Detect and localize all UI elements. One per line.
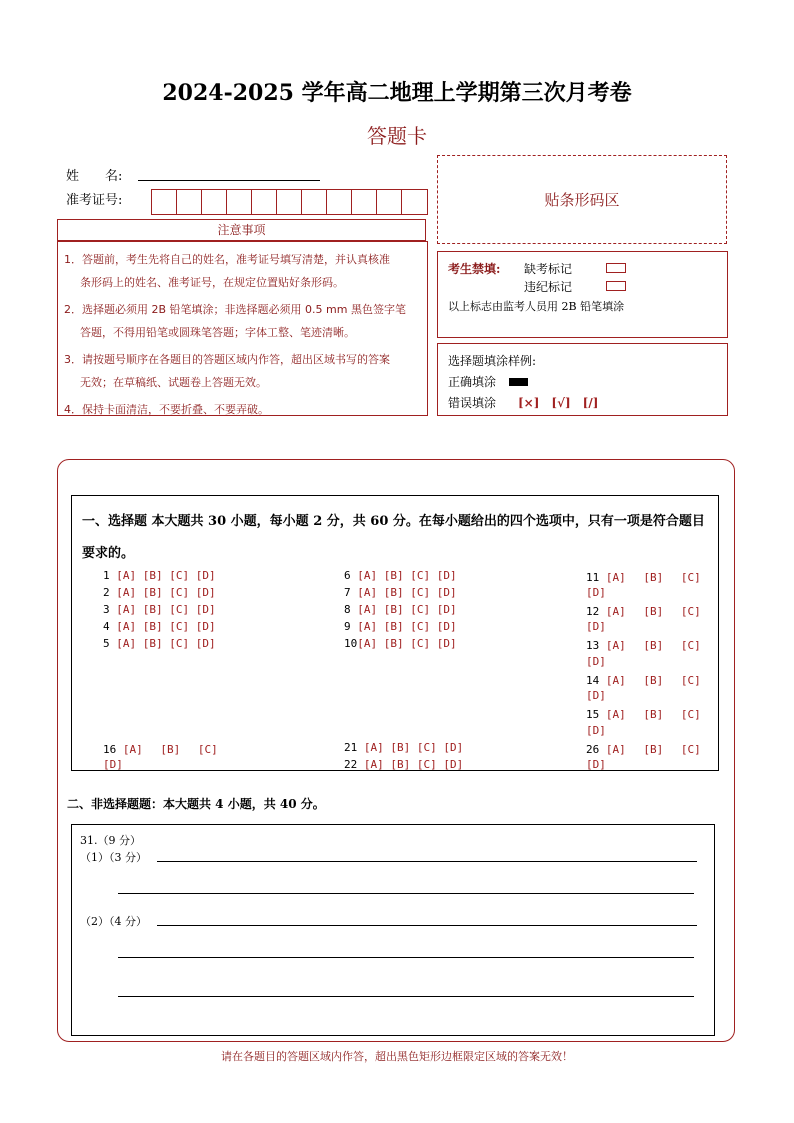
mc-option-d[interactable]: [D] <box>586 620 606 633</box>
barcode-area <box>437 155 727 244</box>
mc-question[interactable]: 3 [A] [B] [C] [D] <box>103 603 216 616</box>
name-field[interactable] <box>138 180 320 181</box>
mc-question[interactable]: 21 [A] [B] [C] [D] <box>344 741 464 754</box>
exam-title: 2024-2025 学年高二地理上学期第三次月考卷 <box>162 80 632 106</box>
question-31-box <box>71 824 715 1036</box>
mc-question[interactable]: 11 [A] [B] [C] <box>586 571 701 584</box>
mc-question[interactable]: 22 [A] [B] [C] [D] <box>344 758 464 771</box>
mc-question[interactable]: 10[A] [B] [C] [D] <box>344 637 457 650</box>
q31-part2-label: （2）（4 分） <box>80 915 147 928</box>
correct-fill-sample <box>509 378 528 386</box>
id-digit-box[interactable] <box>352 190 377 214</box>
mc-question[interactable]: 4 [A] [B] [C] [D] <box>103 620 216 633</box>
mc-question[interactable]: 6 [A] [B] [C] [D] <box>344 569 457 582</box>
id-digit-box[interactable] <box>177 190 202 214</box>
mc-question[interactable]: 7 [A] [B] [C] [D] <box>344 586 457 599</box>
id-digit-box[interactable] <box>252 190 277 214</box>
mc-question[interactable]: 15 [A] [B] [C] <box>586 708 701 721</box>
forbidden-label: 考生禁填: <box>448 262 501 276</box>
id-digit-box[interactable] <box>152 190 177 214</box>
forbidden-note: 以上标志由监考人员用 2B 铅笔填涂 <box>448 300 625 313</box>
id-digit-box[interactable] <box>402 190 427 214</box>
mc-option-d[interactable]: [D] <box>103 758 123 771</box>
q31-part1-label: （1）（3 分） <box>80 851 147 864</box>
forbidden-box <box>437 251 728 338</box>
mc-question[interactable]: 16 [A] [B] [C] <box>103 743 218 756</box>
sample-box <box>437 343 728 416</box>
mc-option-d[interactable]: [D] <box>586 586 606 599</box>
violation-label: 违纪标记 <box>524 280 573 294</box>
mc-question[interactable]: 26 [A] [B] [C] <box>586 743 701 756</box>
id-digit-box[interactable] <box>227 190 252 214</box>
id-label: 准考证号: <box>66 193 123 208</box>
id-number-boxes[interactable] <box>151 189 428 215</box>
answer-line[interactable] <box>157 925 697 926</box>
barcode-label: 贴条形码区 <box>544 191 620 209</box>
mc-question[interactable]: 8 [A] [B] [C] [D] <box>344 603 457 616</box>
notice-item: 3．请按题号顺序在各题目的答题区域内作答，超出区域书写的答案 无效；在草稿纸、试题卷上答题无效。 <box>64 353 390 389</box>
mc-question[interactable]: 9 [A] [B] [C] [D] <box>344 620 457 633</box>
mc-question[interactable]: 12 [A] [B] [C] <box>586 605 701 618</box>
mc-question[interactable]: 14 [A] [B] [C] <box>586 674 701 687</box>
answer-line[interactable] <box>118 893 694 894</box>
mc-question[interactable]: 13 [A] [B] [C] <box>586 639 701 652</box>
mc-option-d[interactable]: [D] <box>586 689 606 702</box>
notice-item: 1．答题前，考生先将自己的姓名，准考证号填写清楚，并认真核准 条形码上的姓名、准考证号，在规定位置贴好条形码。 <box>64 253 390 289</box>
wrong-label: 错误填涂 <box>448 396 497 410</box>
mc-option-d[interactable]: [D] <box>586 655 606 668</box>
mc-question[interactable]: 1 [A] [B] [C] [D] <box>103 569 216 582</box>
mc-option-d[interactable]: [D] <box>586 724 606 737</box>
answer-sheet-subtitle: 答题卡 <box>367 124 427 148</box>
id-digit-box[interactable] <box>277 190 302 214</box>
notice-box <box>57 241 428 416</box>
footer-note: 请在各题目的答题区域内作答，超出黑色矩形边框限定区域的答案无效！ <box>221 1050 573 1063</box>
absent-mark[interactable] <box>606 263 626 273</box>
correct-label: 正确填涂 <box>448 375 497 389</box>
notice-title: 注意事项 <box>57 219 426 241</box>
answer-line[interactable] <box>157 861 697 862</box>
wrong-marks: [×] [√] [/] <box>518 396 599 410</box>
mc-option-d[interactable]: [D] <box>586 758 606 771</box>
answer-line[interactable] <box>118 957 694 958</box>
notice-item: 4．保持卡面清洁，不要折叠、不要弄破。 <box>64 403 269 416</box>
sample-title: 选择题填涂样例: <box>448 354 537 368</box>
multiple-choice-box <box>71 495 719 771</box>
mc-heading: 一、选择题 本大题共 30 小题，每小题 2 分，共 60 分。在每小题给出的四个选项中，只有一项是符合题目要求的。 <box>82 514 705 561</box>
name-label: 姓 名: <box>66 169 123 184</box>
notice-item: 2．选择题必须用 2B 铅笔填涂；非选择题必须用 0.5 mm 黑色签字笔 答题，不得用铅笔或圆珠笔答题；字体工整、笔迹清晰。 <box>64 303 406 339</box>
mc-question[interactable]: 5 [A] [B] [C] [D] <box>103 637 216 650</box>
id-digit-box[interactable] <box>327 190 352 214</box>
non-mc-heading: 二、非选择题题：本大题共 4 小题，共 40 分。 <box>67 797 325 811</box>
mc-question[interactable]: 2 [A] [B] [C] [D] <box>103 586 216 599</box>
q31-title: 31.（9 分） <box>80 834 141 847</box>
id-digit-box[interactable] <box>302 190 327 214</box>
answer-line[interactable] <box>118 996 694 997</box>
violation-mark[interactable] <box>606 281 626 291</box>
absent-label: 缺考标记 <box>524 262 573 276</box>
id-digit-box[interactable] <box>202 190 227 214</box>
id-digit-box[interactable] <box>377 190 402 214</box>
